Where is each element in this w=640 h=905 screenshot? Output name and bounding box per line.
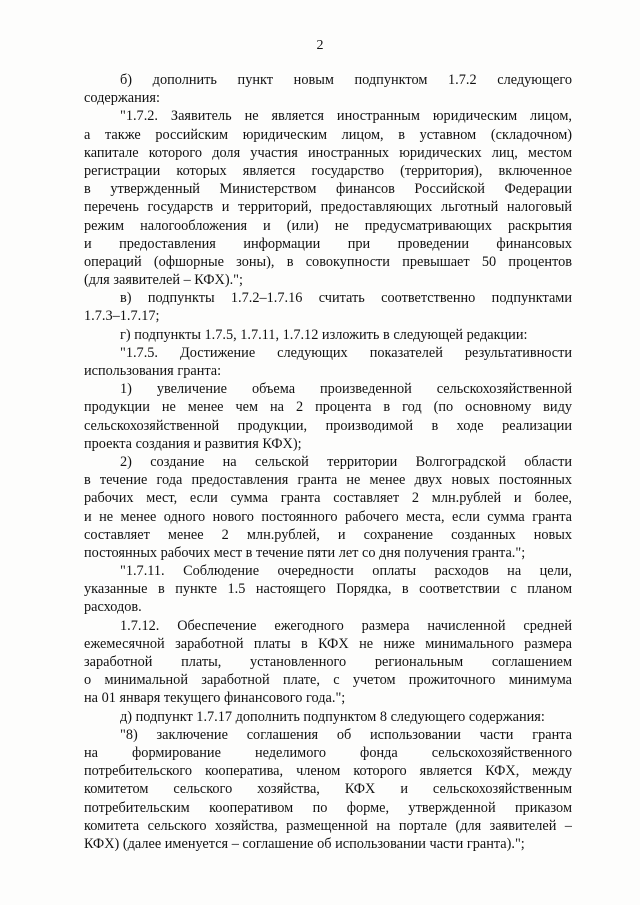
text-line: перечень государств и территорий, предоставляющих льготный налоговый (84, 199, 572, 216)
text-line: КФХ) (далее именуется – соглашение об использовании части гранта)."; (84, 835, 525, 852)
text-line: капитале которого доля участия иностранных юридических лиц, местом (84, 144, 572, 161)
text-line: 1.7.12. Обеспечение ежегодного размера начисленной средней (120, 617, 572, 634)
text-line: д) подпункт 1.7.17 дополнить подпунктом 8 следующего содержания: (120, 708, 545, 725)
text-line: в) подпункты 1.7.2–1.7.16 считать соответственно подпунктами (120, 290, 572, 307)
text-line: на формирование неделимого фонда сельскохозяйственного (84, 744, 572, 761)
text-line: 2) создание на сельской территории Волгоградской области (120, 453, 572, 470)
text-line: о минимальной заработной плате, с учетом прожиточного минимума (84, 672, 572, 689)
text-line: на 01 января текущего финансового года."; (84, 690, 346, 707)
text-line: постоянных рабочих мест в течение пяти лет со дня получения гранта."; (84, 544, 526, 561)
text-line: проекта создания и развития КФХ); (84, 435, 302, 452)
text-line: указанные в пункте 1.5 настоящего Порядка, в соответствии с планом (84, 581, 572, 598)
text-line: 1.7.3–1.7.17; (84, 308, 160, 325)
page-number: 2 (316, 38, 324, 53)
text-line: в утвержденный Министерством финансов Российской Федерации (84, 181, 572, 198)
text-line: режим налогообложения и (или) не предусматривающих раскрытия (84, 217, 572, 234)
text-line: 1) увеличение объема произведенной сельскохозяйственной (120, 381, 572, 398)
text-line: составляет менее 2 млн.рублей, и сохранение созданных новых (84, 526, 572, 543)
text-line: б) дополнить пункт новым подпунктом 1.7.2 следующего (120, 72, 572, 88)
text-line: "1.7.5. Достижение следующих показателей результативности (120, 344, 572, 361)
text-line: содержания: (84, 90, 160, 107)
text-line: комитетом сельского хозяйства, КФХ и сельскохозяйственным (84, 781, 572, 798)
text-line: "1.7.2. Заявитель не является иностранным юридическим лицом, (120, 108, 572, 125)
text-line: и не менее одного нового постоянного рабочего места, если сумма гранта (84, 508, 572, 525)
text-line: потребительским кооперативом по форме, утвержденной приказом (84, 799, 572, 816)
text-line: комитета сельского хозяйства, размещенной на портале (для заявителей – (84, 817, 572, 834)
text-line: ежемесячной заработной платы в КФХ не ниже минимального размера (84, 635, 572, 652)
text-line: регистрации которых является государство (территория), включенное (84, 162, 572, 179)
text-line: (для заявителей – КФХ)."; (84, 272, 243, 289)
text-line: заработной платы, установленного региональным соглашением (84, 654, 572, 670)
text-line: г) подпункты 1.7.5, 1.7.11, 1.7.12 изложить в следующей редакции: (120, 326, 528, 343)
text-line: потребительского кооператива, членом которого является КФХ, между (84, 763, 572, 780)
text-line: сельскохозяйственной продукции, производимой в ходе реализации (84, 417, 572, 434)
text-line: рабочих мест, если сумма гранта составляет 2 млн.рублей и более, (84, 490, 572, 507)
text-line: "8) заключение соглашения об использовании части гранта (120, 726, 572, 743)
text-line: расходов. (84, 599, 142, 616)
text-line: и предоставления информации при проведении финансовых (84, 235, 572, 252)
text-line: использования гранта: (84, 363, 222, 379)
text-line: а также российским юридическим лицом, в уставном (складочном) (84, 126, 572, 143)
text-line: операций (офшорные зоны), в совокупности превышает 50 процентов (84, 253, 572, 270)
text-line: "1.7.11. Соблюдение очередности оплаты расходов на цели, (120, 563, 572, 580)
text-line: в течение года предоставления гранта не менее двух новых постоянных (84, 472, 572, 489)
document-body (84, 71, 572, 853)
text-line: продукции не менее чем на 2 процента в год (по основному виду (84, 399, 572, 416)
